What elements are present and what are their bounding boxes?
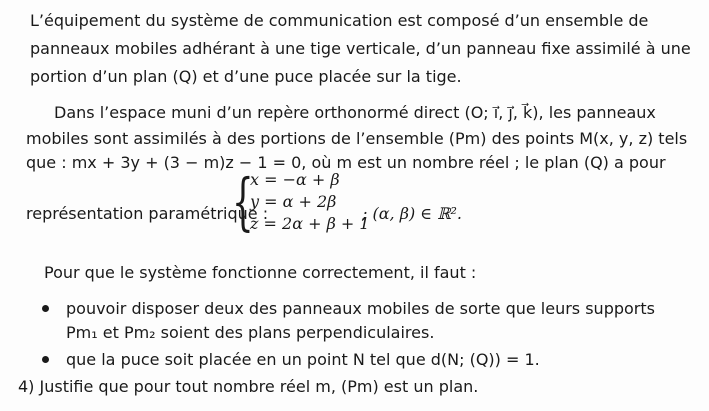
conditions-heading: Pour que le système fonctionne correctement, il faut : — [44, 263, 477, 282]
param-domain: ; (α, β) ∈ ℝ². — [362, 204, 462, 223]
space-line-2: mobiles sont assimilés à des portions de l’ensemble (Pm) des points M(x, y, z) tels — [26, 129, 688, 148]
param-label: représentation paramétrique : — [26, 204, 269, 223]
intro-line-1: L’équipement du système de communication est composé d’un ensemble de — [30, 11, 649, 30]
equation-y: y = α + 2β — [250, 192, 337, 211]
bullet-1-marker — [42, 305, 49, 312]
bullet-1-line-1: pouvoir disposer deux des panneaux mobiles de sorte que leurs supports — [66, 299, 655, 318]
intro-line-2: panneaux mobiles adhérant à une tige verticale, d’un panneau fixe assimilé à une — [30, 39, 691, 58]
parametric-system — [232, 165, 370, 238]
bullet-2-marker — [42, 356, 49, 363]
bullet-1-line-2: Pm₁ et Pm₂ soient des plans perpendiculaires. — [66, 323, 435, 342]
intro-line-3: portion d’un plan (Q) et d’une puce placée sur la tige. — [30, 67, 462, 86]
bullet-2-text: que la puce soit placée en un point N tel que d(N; (Q)) = 1. — [66, 350, 540, 369]
space-line-3: que : mx + 3y + (3 − m)z − 1 = 0, où m est un nombre réel ; le plan (Q) a pour — [26, 153, 666, 172]
system-brace: { — [232, 165, 254, 238]
space-line-1: Dans l’espace muni d’un repère orthonormé direct (O; i⃗, j⃗, k⃗), les panneaux — [54, 103, 656, 122]
equation-z: z = 2α + β + 1 — [250, 214, 370, 233]
question-4: 4) Justifie que pour tout nombre réel m, (Pm) est un plan. — [18, 377, 479, 396]
equation-x: x = −α + β — [250, 170, 340, 189]
